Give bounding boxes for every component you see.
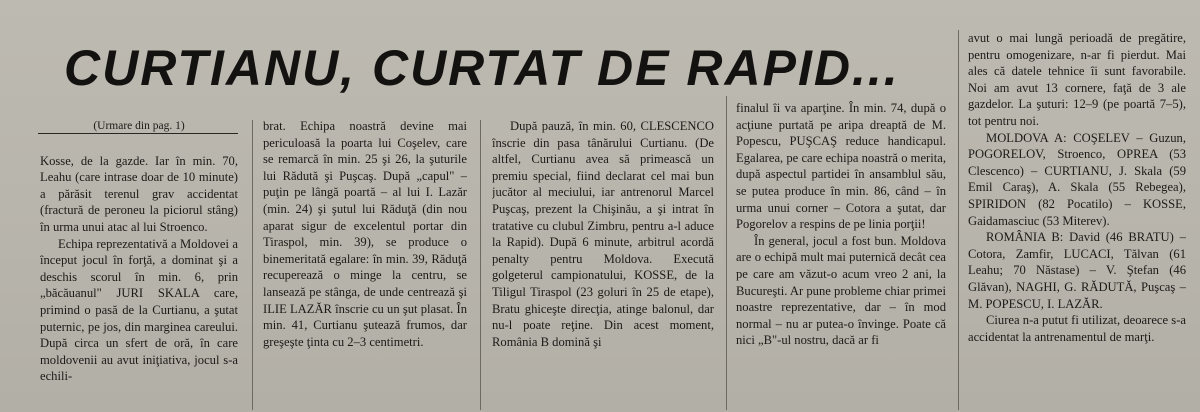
column-5 <box>968 30 1186 410</box>
column-divider <box>726 96 727 410</box>
col4-paragraph-1: finalul îi va aparţine. În min. 74, după o acţiune purtată pe aripa dreaptă de M. Popescu, PUŞCAŞ reduce handicapul. Egalarea, pe care echipa noastră o merita, după aspectul partidei în ansamblul său, se putea produce în min. 86, când – în urma unui corner – Cotora a şutat, dar Pogorelov a respins de pe linia porţii! <box>736 101 946 232</box>
column-divider <box>480 120 481 410</box>
column-1 <box>40 118 238 408</box>
col1-paragraph-1: Kosse, de la gazde. Iar în min. 70, Leahu (care intrase doar de 10 minute) a părăsit terenul grav accidentat (fractură de peroneu la piciorul stâng) în urma unui atac al lui Stroenco. <box>40 153 238 234</box>
col3-paragraph-1: După pauză, în min. 60, CLESCENCO înscrie din pasa tânărului Curtianu. (De altfel, Curtianu avea să primească un premiu special, fiind declarat cel mai bun jucător al meciului, iar antrenorul Marcel Puşcaş, prezent la Chişinău, a şi intrat în tratative cu clubul Zimbru, pentru a-l aduce la Rapid). După 6 minute, arbitrul acordă penalty pentru Moldova. Execută golgeterul campionatului, KOSSE, de la Tiligul Tiraspol (23 goluri în 25 de etape), Bratu ghiceşte direcţia, atinge balonul, dar nu-l poate reţine. Din acest moment, România B domină şi <box>492 119 714 349</box>
column-divider <box>958 30 959 410</box>
continuation-note: (Urmare din pag. 1) <box>93 120 185 132</box>
col5-lineup-moldova: MOLDOVA A: COŞELEV – Guzun, POGORELOV, Stroenco, OPREA (53 Clescenco) – CURTIANU, J. Skala (59 Emil Caraş), A. Skala (55 Rebegea), SPIRIDON (82 Pocatilo) – KOSSE, Gaidamasciuc (53 Miterev). <box>968 130 1186 228</box>
col5-paragraph-last: Ciurea n-a putut fi utilizat, deoarece s-a accidentat la antrenamentul de marţi. <box>968 313 1186 344</box>
col5-lineup-romania: ROMÂNIA B: David (46 BRATU) – Cotora, Zamfir, LUCACI, Tălvan (61 Leahu; 70 Năstase) – V. Ştefan (46 Glăvan), NAGHI, G. RĂDUTĂ, Puşcaş – M. POPESCU, I. LAZĂR. <box>968 230 1186 311</box>
column-divider <box>252 120 253 410</box>
column-4 <box>736 100 946 410</box>
col5-paragraph-1: avut o mai lungă perioadă de pregătire, pentru omogenizare, n-ar fi pierdut. Mai ales că datele tehnice îi sunt favorabile. Noi am avut 13 cornere, faţă de 3 ale gazdelor. La şuturi: 12–9 (pe poartă 7–5), tot pentru noi. <box>968 31 1186 128</box>
article-headline: CURTIANU, CURTAT DE RAPID... <box>64 40 900 96</box>
col4-paragraph-2: În general, jocul a fost bun. Moldova are o echipă mult mai puternică decât cea pe care am văzut-o acum vreo 2 ani, la Bucureşti. Ar pune probleme chiar primei noastre reprezentative, dar – în mod normal – nu ar putea-o învinge. Poate că nici „B"-ul nostru, dacă ar fi <box>736 233 946 348</box>
col2-paragraph-1: brat. Echipa noastră devine mai periculoasă la poarta lui Coşelev, care se remarcă în min. 25 şi 26, la şuturile lui Rădută şi Puşcaş. După „capul" – puţin pe lângă poartă – al lui I. Lazăr (min. 24) şi şutul lui Răduţă (din nou aparat sigur de excelentul portar din Tiraspol, min. 39), se produce o binemeritată egalare: în min. 39, Răduţă recuperează o minge la centru, se lansează pe stânga, de unde centrează şi ILIE LAZĂR înscrie cu un şut plasat. În min. 41, Curtianu şutează frumos, dar greşeşte ţinta cu 2–3 centimetri. <box>263 119 467 349</box>
column-2 <box>263 118 467 408</box>
column-3 <box>492 118 714 408</box>
col1-paragraph-2: Echipa reprezentativă a Moldovei a început jocul în forţă, a dominat şi a deschis scorul în min. 6, prin „băcăuanul" JURI SKALA care, primind o pasă de la Curtianu, a şutat puternic, pe jos, din marginea careului. După circa un sfert de oră, în care moldovenii au avut iniţiativa, jocul s-a echili- <box>40 236 238 384</box>
